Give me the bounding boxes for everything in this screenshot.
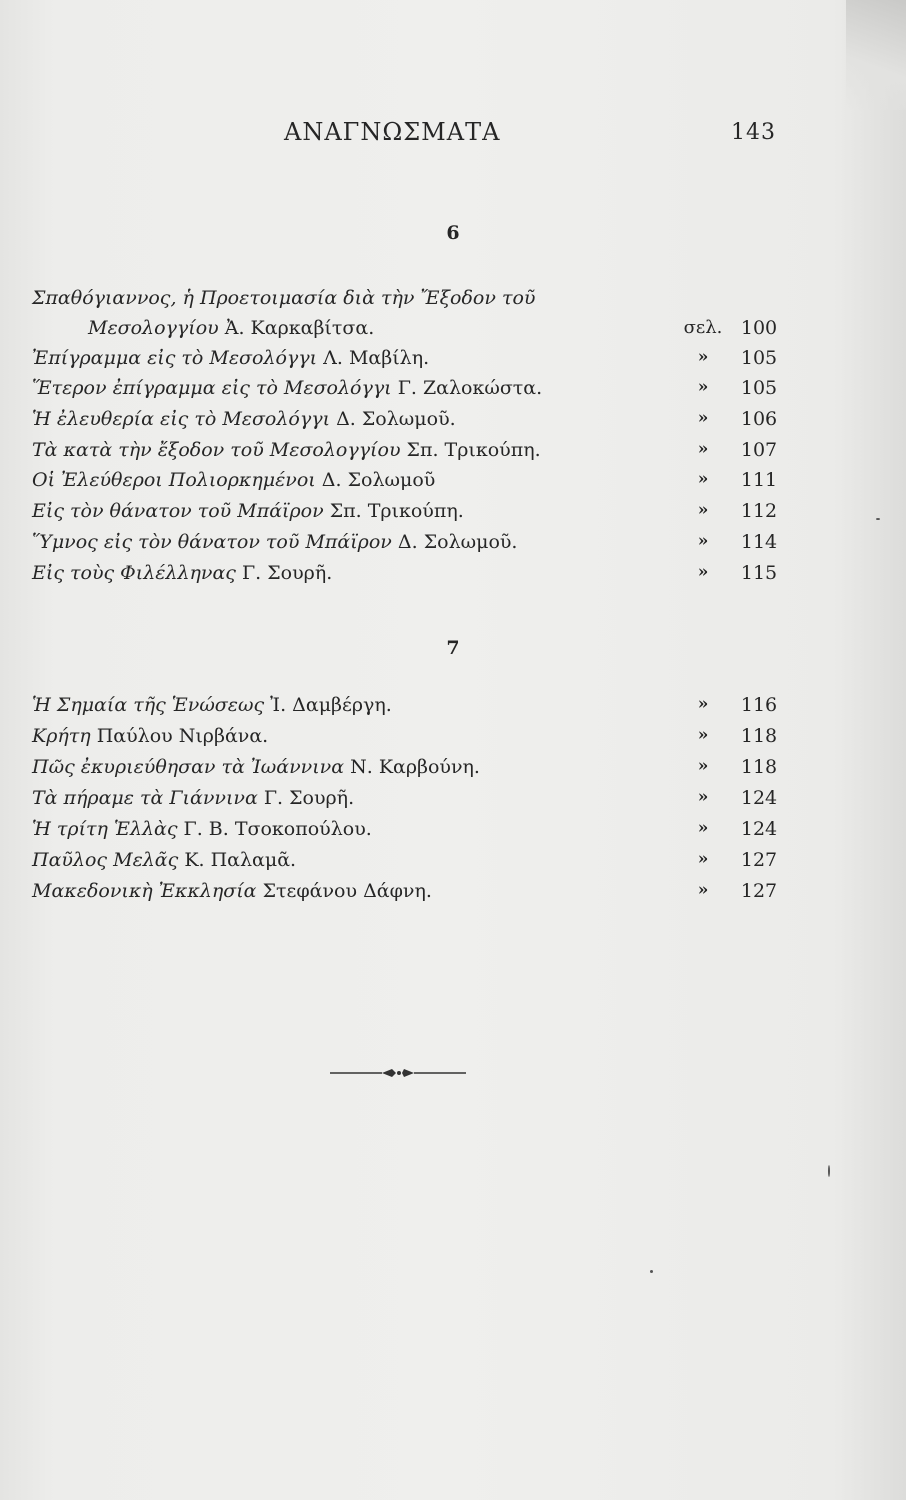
toc-entry (32, 694, 792, 722)
entry-text (32, 500, 464, 522)
entry-text (32, 725, 268, 747)
toc-entry (32, 500, 792, 528)
entry-ditto: » (697, 756, 709, 776)
entry-author: Γ. Σουρῆ. (241, 562, 333, 584)
toc-entry (32, 469, 792, 497)
entry-title: Μεσολογγίου (88, 317, 219, 339)
entry-page: 127 (740, 880, 778, 902)
entry-author: Κ. Παλαμᾶ. (184, 849, 297, 871)
entry-title: Πῶς ἐκυριεύθησαν τὰ Ἰωάννινα (32, 756, 345, 778)
entry-author: Λ. Μαβίλη. (323, 347, 430, 369)
entry-text (32, 562, 332, 584)
entry-title: Τὰ πήραμε τὰ Γιάννινα (32, 787, 258, 809)
toc-entry (32, 725, 792, 753)
entry-title: Ἐπίγραμμα εἰς τὸ Μεσολόγγι (32, 347, 318, 369)
entry-title: Κρήτη (32, 725, 91, 747)
entry-text (32, 469, 435, 491)
entry-text (32, 787, 354, 809)
entry-page: 118 (740, 756, 778, 778)
entry-page: 100 (740, 317, 778, 339)
entry-title: Ἡ ἐλευθερία εἰς τὸ Μεσολόγγι (32, 408, 331, 430)
toc-entry (32, 287, 792, 315)
entry-ditto: » (697, 694, 709, 714)
entry-page: 114 (740, 531, 778, 553)
end-ornament (330, 1067, 466, 1079)
entry-author: Ἀ. Καρκαβίτσα. (224, 317, 375, 339)
entry-page: 115 (740, 562, 778, 584)
toc-entry (32, 439, 792, 467)
section-mark-7: 7 (446, 637, 460, 659)
entry-author: Στεφάνου Δάφνη. (262, 880, 432, 902)
toc-entry (32, 317, 792, 345)
entry-author: Γ. Σουρῆ. (263, 787, 355, 809)
entry-page: 105 (740, 347, 778, 369)
entry-text (32, 377, 542, 399)
entry-ditto: » (697, 787, 709, 807)
entry-ditto: » (697, 880, 709, 900)
entry-title: Εἰς τὸν θάνατον τοῦ Μπάϊρον (32, 500, 324, 522)
toc-entry (32, 562, 792, 590)
entry-page: 106 (740, 408, 778, 430)
entry-text (32, 408, 456, 430)
entry-ditto: » (697, 469, 709, 489)
entry-ditto: » (697, 439, 709, 459)
entry-title: Ἡ τρίτη Ἑλλὰς (32, 818, 178, 840)
toc-entry (32, 787, 792, 815)
entry-author: Δ. Σολωμοῦ (321, 469, 436, 491)
entry-ditto: » (697, 725, 709, 745)
entry-author: Παύλου Νιρβάνα. (96, 725, 269, 747)
toc-entry (32, 347, 792, 375)
entry-author: Σπ. Τρικούπη. (406, 439, 541, 461)
entry-author: Ν. Καρβούνη. (350, 756, 480, 778)
entry-text (32, 531, 517, 553)
entry-page: 105 (740, 377, 778, 399)
entry-ditto: » (697, 818, 709, 838)
toc-entry (32, 849, 792, 877)
page-corner-shadow (846, 0, 906, 110)
entry-ditto: σελ. (683, 317, 723, 338)
entry-author: Γ. Β. Τσοκοπούλου. (183, 818, 372, 840)
entry-text (32, 849, 296, 871)
entry-text (88, 317, 374, 339)
entry-ditto: » (697, 849, 709, 869)
entry-text (32, 439, 541, 461)
entry-page: 118 (740, 725, 778, 747)
entry-page: 127 (740, 849, 778, 871)
entry-page: 112 (740, 500, 778, 522)
entry-page: 124 (740, 787, 778, 809)
entry-ditto: » (697, 562, 709, 582)
page-number: 143 (731, 120, 776, 145)
entry-text (32, 756, 480, 778)
toc-entry (32, 756, 792, 784)
toc-entry (32, 408, 792, 436)
entry-title: Ἡ Σημαία τῆς Ἑνώσεως (32, 694, 265, 716)
entry-title: Τὰ κατὰ τὴν ἔξοδον τοῦ Μεσολογγίου (32, 439, 401, 461)
entry-ditto: » (697, 377, 709, 397)
entry-title: Μακεδονικὴ Ἐκκλησία (32, 880, 257, 902)
entry-title: Εἰς τοὺς Φιλέλληνας (32, 562, 236, 584)
entry-page: 124 (740, 818, 778, 840)
entry-author: Δ. Σολωμοῦ. (336, 408, 456, 430)
toc-entry (32, 880, 792, 908)
toc-entry (32, 377, 792, 405)
entry-text (32, 347, 429, 369)
ornament-dot (397, 1071, 401, 1075)
entry-author: Σπ. Τρικούπη. (329, 500, 464, 522)
running-title: ΑΝΑΓΝΩΣΜΑΤΑ (284, 118, 501, 146)
entry-text (32, 880, 432, 902)
ornament-flourish-right (402, 1069, 414, 1077)
entry-text (32, 694, 392, 716)
toc-entry (32, 531, 792, 559)
entry-title: Ὕμνος εἰς τὸν θάνατον τοῦ Μπάϊρον (32, 531, 392, 553)
paper-speck (876, 518, 880, 520)
section-mark-6: 6 (446, 222, 460, 244)
entry-page: 107 (740, 439, 778, 461)
entry-author: Γ. Ζαλοκώστα. (397, 377, 543, 399)
entry-page: 111 (740, 469, 778, 491)
entry-title: Παῦλος Μελᾶς (32, 849, 179, 871)
entry-ditto: » (697, 531, 709, 551)
entry-ditto: » (697, 408, 709, 428)
page-header (0, 118, 906, 152)
ornament-flourish-left (382, 1069, 396, 1077)
paper-speck (828, 1165, 830, 1177)
entry-text (32, 818, 372, 840)
entry-title: Ἕτερον ἐπίγραμμα εἰς τὸ Μεσολόγγι (32, 377, 392, 399)
entry-ditto: » (697, 500, 709, 520)
entry-title: Σπαθόγιαννος, ἡ Προετοιμασία διὰ τὴν Ἔξοδον τοῦ (32, 287, 536, 309)
entry-title: Οἱ Ἐλεύθεροι Πολιορκημένοι (32, 469, 316, 491)
entry-ditto: » (697, 347, 709, 367)
entry-author: Ἰ. Δαμβέργη. (270, 694, 392, 716)
paper-speck (650, 1270, 653, 1273)
toc-entry (32, 818, 792, 846)
entry-author: Δ. Σολωμοῦ. (397, 531, 518, 553)
entry-page: 116 (740, 694, 778, 716)
